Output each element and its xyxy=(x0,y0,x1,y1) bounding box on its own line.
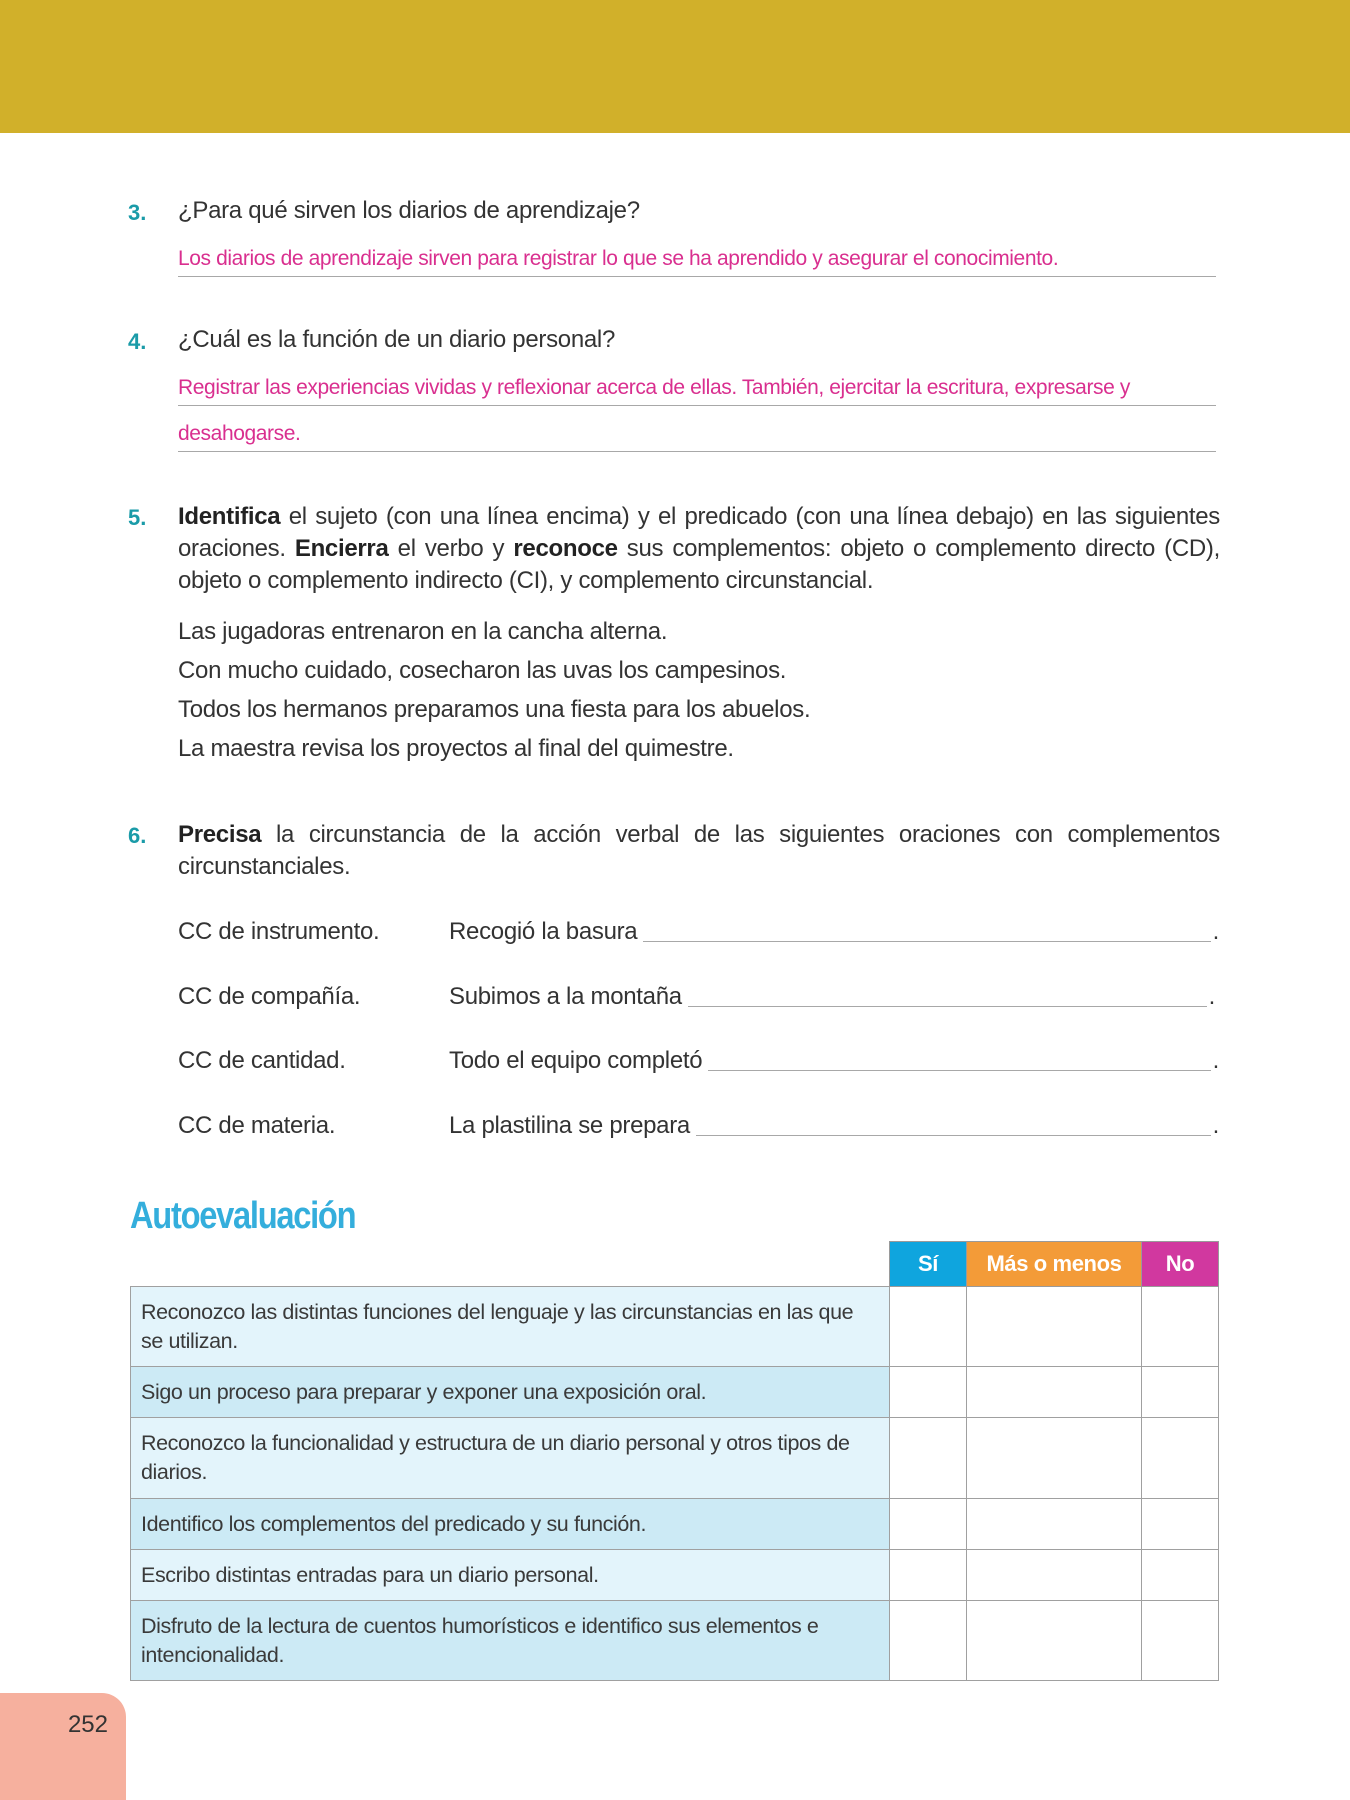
keyword-encierra: Encierra xyxy=(294,535,389,562)
answer-blank[interactable] xyxy=(688,987,1207,1007)
table-row xyxy=(131,1418,1219,1499)
criterion-text: Identifico los complementos del predicado y su función. xyxy=(131,1499,890,1550)
answer-blank[interactable] xyxy=(708,1051,1210,1071)
question-6-instructions xyxy=(178,819,1220,883)
check-cell-mas-o-menos[interactable] xyxy=(967,1367,1142,1418)
cc-sentence: Recogió la basura xyxy=(449,918,638,945)
cc-row-instrumento xyxy=(449,918,1219,946)
question-5-instructions xyxy=(178,501,1220,597)
period: . xyxy=(1208,983,1215,1010)
cc-label-compania: CC de compañía. xyxy=(178,983,361,1010)
check-cell-no[interactable] xyxy=(1142,1367,1219,1418)
column-header-mas-o-menos: Más o menos xyxy=(967,1242,1142,1287)
table-row xyxy=(131,1367,1219,1418)
check-cell-si[interactable] xyxy=(890,1499,967,1550)
question-3-text: ¿Para qué sirven los diarios de aprendizaje? xyxy=(178,197,640,224)
check-cell-si[interactable] xyxy=(890,1287,967,1367)
criterion-text: Escribo distintas entradas para un diario personal. xyxy=(131,1550,890,1601)
criterion-text: Disfruto de la lectura de cuentos humorísticos e identifico sus elementos e intencionalidad. xyxy=(131,1601,890,1681)
question-number-3: 3. xyxy=(128,200,147,225)
page-number: 252 xyxy=(67,1711,108,1738)
keyword-identifica: Identifica xyxy=(178,503,281,530)
criterion-text: Sigo un proceso para preparar y exponer una exposición oral. xyxy=(131,1367,890,1418)
question-number-4: 4. xyxy=(128,329,147,354)
period: . xyxy=(1212,918,1219,945)
keyword-reconoce: reconoce xyxy=(513,535,618,562)
table-corner xyxy=(131,1242,890,1287)
question-number-6: 6. xyxy=(128,823,147,848)
question-number-5: 5. xyxy=(128,505,147,530)
check-cell-mas-o-menos[interactable] xyxy=(967,1550,1142,1601)
criterion-text: Reconozco las distintas funciones del lenguaje y las circunstancias en las que se utilizan. xyxy=(131,1287,890,1367)
instruction-text: la circunstancia de la acción verbal de las siguientes oraciones con complementos circunstanciales. xyxy=(178,821,1220,880)
cc-label-cantidad: CC de cantidad. xyxy=(178,1047,346,1074)
check-cell-si[interactable] xyxy=(890,1367,967,1418)
instruction-text: el sujeto (con una línea encima) y el predicado (con una línea debajo) en las siguientes oraciones. xyxy=(178,503,1220,562)
answer-4-line-1[interactable]: Registrar las experiencias vividas y reflexionar acerca de ellas. También, ejercitar la escritura, expresarse y xyxy=(178,376,1216,406)
sentence-1: Las jugadoras entrenaron en la cancha alterna. xyxy=(178,618,668,645)
sentence-3: Todos los hermanos preparamos una fiesta para los abuelos. xyxy=(178,696,811,723)
header-band xyxy=(0,0,1350,133)
sentence-2: Con mucho cuidado, cosecharon las uvas los campesinos. xyxy=(178,657,787,684)
question-4-text: ¿Cuál es la función de un diario personal? xyxy=(178,326,616,353)
check-cell-no[interactable] xyxy=(1142,1287,1219,1367)
check-cell-mas-o-menos[interactable] xyxy=(967,1499,1142,1550)
table-row xyxy=(131,1287,1219,1367)
check-cell-no[interactable] xyxy=(1142,1550,1219,1601)
cc-sentence: Subimos a la montaña xyxy=(449,983,682,1010)
check-cell-mas-o-menos[interactable] xyxy=(967,1601,1142,1681)
column-header-si: Sí xyxy=(890,1242,967,1287)
self-assessment-table xyxy=(130,1241,1219,1681)
cc-sentence: Todo el equipo completó xyxy=(449,1047,703,1074)
cc-row-materia xyxy=(449,1112,1219,1140)
answer-4-line-2[interactable]: desahogarse. xyxy=(178,422,1216,452)
criterion-text: Reconozco la funcionalidad y estructura de un diario personal y otros tipos de diarios. xyxy=(131,1418,890,1499)
table-row xyxy=(131,1499,1219,1550)
check-cell-no[interactable] xyxy=(1142,1418,1219,1499)
check-cell-no[interactable] xyxy=(1142,1601,1219,1681)
answer-blank[interactable] xyxy=(696,1116,1211,1136)
section-title-autoevaluacion: Autoevaluación xyxy=(130,1195,356,1237)
instruction-text: el verbo y xyxy=(388,535,514,562)
page-number-tab xyxy=(0,1693,126,1800)
table-row xyxy=(131,1601,1219,1681)
period: . xyxy=(1212,1047,1219,1074)
sentence-4: La maestra revisa los proyectos al final del quimestre. xyxy=(178,735,734,762)
column-header-no: No xyxy=(1142,1242,1219,1287)
check-cell-si[interactable] xyxy=(890,1550,967,1601)
check-cell-si[interactable] xyxy=(890,1601,967,1681)
answer-3-line-1[interactable]: Los diarios de aprendizaje sirven para registrar lo que se ha aprendido y asegurar el conocimiento. xyxy=(178,247,1216,277)
keyword-precisa: Precisa xyxy=(178,821,262,848)
period: . xyxy=(1212,1112,1219,1139)
check-cell-no[interactable] xyxy=(1142,1499,1219,1550)
cc-sentence: La plastilina se prepara xyxy=(449,1112,690,1139)
check-cell-si[interactable] xyxy=(890,1418,967,1499)
cc-label-instrumento: CC de instrumento. xyxy=(178,918,380,945)
cc-row-cantidad xyxy=(449,1047,1219,1075)
answer-blank[interactable] xyxy=(643,922,1210,942)
instruction-text: sus complementos: objeto o complemento directo (CD), objeto o complemento indirecto (CI), y complemento circunstancial. xyxy=(178,535,1220,594)
check-cell-mas-o-menos[interactable] xyxy=(967,1287,1142,1367)
table-row xyxy=(131,1550,1219,1601)
check-cell-mas-o-menos[interactable] xyxy=(967,1418,1142,1499)
cc-row-compania xyxy=(449,983,1215,1011)
cc-label-materia: CC de materia. xyxy=(178,1112,336,1139)
